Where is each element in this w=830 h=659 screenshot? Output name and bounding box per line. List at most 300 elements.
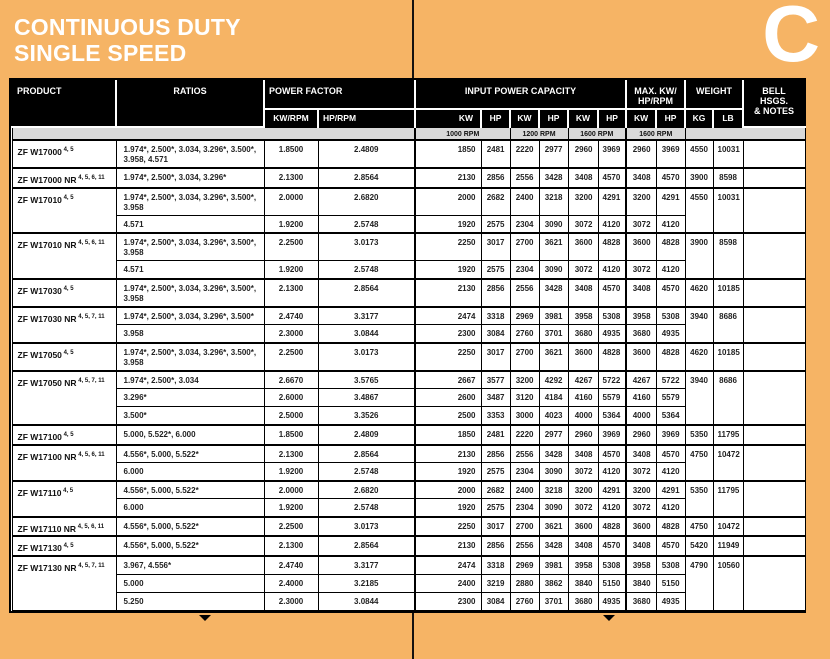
- capacity-value-cell: 2977: [539, 425, 568, 445]
- col-header-kg: KG: [685, 109, 713, 127]
- table-row: [12, 425, 805, 445]
- capacity-value-cell: 3981: [539, 556, 568, 574]
- rpm-band-1600-max: 1600 RPM: [626, 127, 685, 140]
- capacity-value-cell: 3969: [598, 140, 626, 168]
- weight-kg-cell: 5350: [685, 481, 713, 517]
- capacity-value-cell: 3958: [568, 307, 598, 325]
- capacity-value-cell: 5722: [598, 371, 626, 389]
- bell-housing-notes-cell: [743, 425, 805, 445]
- col-header-power-factor: POWER FACTOR: [264, 81, 415, 109]
- bell-housing-notes-cell: [743, 343, 805, 371]
- capacity-value-cell: 3680: [626, 592, 656, 610]
- capacity-value-cell: 5308: [656, 556, 685, 574]
- rpm-band-1200: 1200 RPM: [510, 127, 568, 140]
- product-notes-superscript: 4, 5, 7, 11: [76, 377, 105, 384]
- capacity-value-cell: 2682: [481, 188, 510, 216]
- col-header-hp-1600: HP: [598, 109, 626, 127]
- capacity-value-cell: 5308: [598, 556, 626, 574]
- capacity-value-cell: 2500: [415, 407, 481, 425]
- capacity-value-cell: 4160: [626, 389, 656, 407]
- product-notes-superscript: 4, 5, 6, 11: [76, 451, 105, 458]
- capacity-value-cell: 3072: [568, 215, 598, 233]
- weight-lb-cell: 10031: [713, 188, 743, 234]
- capacity-value-cell: 3084: [481, 325, 510, 343]
- spec-table-area: [9, 78, 806, 623]
- ratios-cell: 4.556*, 5.000, 5.522*: [116, 481, 264, 499]
- capacity-value-cell: 3680: [568, 592, 598, 610]
- weight-kg-cell: 4550: [685, 188, 713, 234]
- weight-lb-cell: 8598: [713, 233, 743, 279]
- capacity-value-cell: 2250: [415, 517, 481, 537]
- capacity-value-cell: 5308: [598, 307, 626, 325]
- product-name: ZF W17010 NR $^{4, 5, 6, 11}$: [12, 233, 116, 279]
- capacity-value-cell: 5364: [656, 407, 685, 425]
- bell-housing-notes-cell: [743, 517, 805, 537]
- capacity-value-cell: 3428: [539, 168, 568, 188]
- kw-per-rpm-cell: 2.4740: [264, 307, 318, 325]
- hp-per-rpm-cell: 2.8564: [318, 536, 415, 556]
- capacity-value-cell: 4120: [656, 463, 685, 481]
- rpm-band-spacer-right: [685, 127, 805, 140]
- hp-per-rpm-cell: 2.6820: [318, 188, 415, 216]
- capacity-value-cell: 2960: [626, 140, 656, 168]
- capacity-value-cell: 2300: [415, 325, 481, 343]
- capacity-value-cell: 3428: [539, 445, 568, 463]
- capacity-value-cell: 2400: [510, 481, 539, 499]
- kw-per-rpm-cell: 1.8500: [264, 140, 318, 168]
- capacity-value-cell: 4120: [656, 215, 685, 233]
- bell-housing-notes-cell: [743, 279, 805, 307]
- capacity-value-cell: 3958: [568, 556, 598, 574]
- capacity-value-cell: 4120: [598, 215, 626, 233]
- weight-kg-cell: 4790: [685, 556, 713, 610]
- weight-lb-cell: 10031: [713, 140, 743, 168]
- ratios-cell: 1.974*, 2.500*, 3.034, 3.296*, 3.500*, 3.958, 4.571: [116, 140, 264, 168]
- hp-per-rpm-cell: 3.0844: [318, 592, 415, 610]
- capacity-value-cell: 3862: [539, 574, 568, 592]
- col-header-ratios: RATIOS: [116, 81, 264, 127]
- capacity-value-cell: 2667: [415, 371, 481, 389]
- capacity-value-cell: 2856: [481, 279, 510, 307]
- bell-housing-notes-cell: [743, 233, 805, 279]
- capacity-value-cell: 3200: [626, 481, 656, 499]
- col-header-weight: WEIGHT: [685, 81, 743, 109]
- ratios-cell: 6.000: [116, 463, 264, 481]
- capacity-value-cell: 3577: [481, 371, 510, 389]
- product-notes-superscript: 4, 5, 7, 11: [76, 563, 105, 570]
- ratios-cell: 4.556*, 5.000, 5.522*: [116, 517, 264, 537]
- capacity-value-cell: 3487: [481, 389, 510, 407]
- capacity-value-cell: 4570: [598, 168, 626, 188]
- capacity-value-cell: 3969: [656, 140, 685, 168]
- capacity-value-cell: 5364: [598, 407, 626, 425]
- capacity-value-cell: 2682: [481, 481, 510, 499]
- capacity-value-cell: 2000: [415, 188, 481, 216]
- capacity-value-cell: 2760: [510, 592, 539, 610]
- capacity-value-cell: 3090: [539, 215, 568, 233]
- kw-per-rpm-cell: 2.5000: [264, 407, 318, 425]
- ratios-cell: 5.250: [116, 592, 264, 610]
- capacity-value-cell: 3600: [568, 233, 598, 261]
- hp-per-rpm-cell: 2.6820: [318, 481, 415, 499]
- capacity-value-cell: 3408: [626, 279, 656, 307]
- capacity-value-cell: 4023: [539, 407, 568, 425]
- product-name: ZF W17030 NR $^{4, 5, 7, 11}$: [12, 307, 116, 343]
- capacity-value-cell: 4120: [598, 499, 626, 517]
- capacity-value-cell: 2250: [415, 343, 481, 371]
- hp-per-rpm-cell: 3.0844: [318, 325, 415, 343]
- capacity-value-cell: 5722: [656, 371, 685, 389]
- ratios-cell: 5.000, 5.522*, 6.000: [116, 425, 264, 445]
- ratios-cell: 1.974*, 2.500*, 3.034, 3.296*, 3.500*, 3.958: [116, 279, 264, 307]
- ratios-cell: 3.958: [116, 325, 264, 343]
- product-notes-superscript: 4, 5: [61, 285, 74, 292]
- rpm-band-1000: 1000 RPM: [415, 127, 510, 140]
- ratios-cell: 4.571: [116, 261, 264, 279]
- capacity-value-cell: 2700: [510, 517, 539, 537]
- capacity-value-cell: 3408: [568, 445, 598, 463]
- capacity-value-cell: 3017: [481, 517, 510, 537]
- capacity-value-cell: 4828: [598, 233, 626, 261]
- weight-lb-cell: 8598: [713, 168, 743, 188]
- capacity-value-cell: 3621: [539, 343, 568, 371]
- kw-per-rpm-cell: 1.9200: [264, 463, 318, 481]
- capacity-value-cell: 2960: [568, 140, 598, 168]
- weight-lb-cell: 10472: [713, 517, 743, 537]
- col-header-kw-rpm: KW/RPM: [264, 109, 318, 127]
- capacity-value-cell: 3969: [598, 425, 626, 445]
- weight-kg-cell: 3900: [685, 168, 713, 188]
- kw-per-rpm-cell: 2.1300: [264, 279, 318, 307]
- product-name: ZF W17110 NR $^{4, 5, 6, 11}$: [12, 517, 116, 537]
- capacity-value-cell: 2575: [481, 215, 510, 233]
- capacity-value-cell: 2130: [415, 168, 481, 188]
- table-continuation-markers: [9, 613, 806, 623]
- capacity-value-cell: 3408: [626, 168, 656, 188]
- capacity-value-cell: 5579: [598, 389, 626, 407]
- capacity-value-cell: 4828: [598, 517, 626, 537]
- capacity-value-cell: 3084: [481, 592, 510, 610]
- weight-kg-cell: 3900: [685, 233, 713, 279]
- hp-per-rpm-cell: 3.0173: [318, 517, 415, 537]
- capacity-value-cell: 2556: [510, 168, 539, 188]
- kw-per-rpm-cell: 2.2500: [264, 517, 318, 537]
- col-header-hp-rpm: HP/RPM: [318, 109, 415, 127]
- col-header-hp-max: HP: [656, 109, 685, 127]
- bell-housing-notes-cell: [743, 556, 805, 610]
- capacity-value-cell: 1850: [415, 140, 481, 168]
- capacity-value-cell: 3969: [656, 425, 685, 445]
- capacity-value-cell: 3600: [626, 517, 656, 537]
- capacity-value-cell: 3600: [626, 233, 656, 261]
- weight-kg-cell: 3940: [685, 371, 713, 425]
- capacity-value-cell: 3200: [510, 371, 539, 389]
- capacity-value-cell: 2474: [415, 556, 481, 574]
- capacity-value-cell: 4935: [598, 325, 626, 343]
- product-notes-superscript: 4, 5: [61, 543, 74, 550]
- spec-table: [11, 80, 806, 611]
- hp-per-rpm-cell: 3.3526: [318, 407, 415, 425]
- product-notes-superscript: 4, 5: [61, 431, 74, 438]
- spec-table-wrapper: [9, 78, 806, 613]
- capacity-value-cell: 3200: [626, 188, 656, 216]
- table-row: [12, 556, 805, 574]
- kw-per-rpm-cell: 1.9200: [264, 215, 318, 233]
- capacity-value-cell: 5150: [598, 574, 626, 592]
- capacity-value-cell: 2481: [481, 140, 510, 168]
- hp-per-rpm-cell: 2.4809: [318, 425, 415, 445]
- capacity-value-cell: 3017: [481, 343, 510, 371]
- weight-kg-cell: 4750: [685, 517, 713, 537]
- ratios-cell: 6.000: [116, 499, 264, 517]
- kw-per-rpm-cell: 2.1300: [264, 168, 318, 188]
- capacity-value-cell: 2474: [415, 307, 481, 325]
- capacity-value-cell: 2960: [568, 425, 598, 445]
- col-header-max-kw-hp-rpm: MAX. KW/ HP/RPM: [626, 81, 685, 109]
- ratios-cell: 1.974*, 2.500*, 3.034, 3.296*, 3.500*, 3.958: [116, 188, 264, 216]
- capacity-value-cell: 4935: [656, 592, 685, 610]
- hp-per-rpm-cell: 2.5748: [318, 215, 415, 233]
- table-row: [12, 536, 805, 556]
- product-notes-superscript: 4, 5: [61, 349, 74, 356]
- hp-per-rpm-cell: 2.8564: [318, 168, 415, 188]
- table-row: [12, 307, 805, 325]
- product-notes-superscript: 4, 5, 6, 11: [76, 175, 105, 181]
- rpm-band-spacer-left: [12, 127, 415, 140]
- capacity-value-cell: 3072: [568, 499, 598, 517]
- product-name: ZF W17100 $^{4, 5}$: [12, 425, 116, 445]
- capacity-value-cell: 2130: [415, 445, 481, 463]
- kw-per-rpm-cell: 2.1300: [264, 536, 318, 556]
- bell-housing-notes-cell: [743, 481, 805, 517]
- page-title: [14, 14, 241, 66]
- kw-per-rpm-cell: 2.0000: [264, 188, 318, 216]
- table-row: [12, 445, 805, 463]
- col-header-kw-max: KW: [626, 109, 656, 127]
- col-header-kw-1000: KW: [415, 109, 481, 127]
- capacity-value-cell: 4570: [656, 279, 685, 307]
- spec-table-body: [12, 140, 805, 610]
- capacity-value-cell: 4935: [656, 325, 685, 343]
- ratios-cell: 4.556*, 5.000, 5.522*: [116, 536, 264, 556]
- capacity-value-cell: 3219: [481, 574, 510, 592]
- capacity-value-cell: 4184: [539, 389, 568, 407]
- weight-kg-cell: 4750: [685, 445, 713, 481]
- capacity-value-cell: 3408: [568, 536, 598, 556]
- col-header-input-power-capacity: INPUT POWER CAPACITY: [415, 81, 626, 109]
- table-row: [12, 188, 805, 216]
- hp-per-rpm-cell: 3.2185: [318, 574, 415, 592]
- capacity-value-cell: 4160: [568, 389, 598, 407]
- capacity-value-cell: 3318: [481, 556, 510, 574]
- ratios-cell: 1.974*, 2.500*, 3.034, 3.296*, 3.500*, 3.958: [116, 233, 264, 261]
- capacity-value-cell: 4291: [656, 481, 685, 499]
- kw-per-rpm-cell: 2.4000: [264, 574, 318, 592]
- capacity-value-cell: 3017: [481, 233, 510, 261]
- product-name: ZF W17110 $^{4, 5}$: [12, 481, 116, 517]
- hp-per-rpm-cell: 2.8564: [318, 445, 415, 463]
- capacity-value-cell: 3353: [481, 407, 510, 425]
- capacity-value-cell: 2600: [415, 389, 481, 407]
- col-header-bell-hsgs-notes: BELL HSGS. & NOTES: [743, 81, 805, 127]
- capacity-value-cell: 2220: [510, 425, 539, 445]
- hp-per-rpm-cell: 2.5748: [318, 499, 415, 517]
- capacity-value-cell: 2556: [510, 445, 539, 463]
- capacity-value-cell: 4120: [656, 261, 685, 279]
- product-name: ZF W17000 $^{4, 5}$: [12, 140, 116, 168]
- capacity-value-cell: 4291: [598, 481, 626, 499]
- kw-per-rpm-cell: 2.0000: [264, 481, 318, 499]
- capacity-value-cell: 4291: [656, 188, 685, 216]
- ratios-cell: 3.500*: [116, 407, 264, 425]
- capacity-value-cell: 2700: [510, 343, 539, 371]
- hp-per-rpm-cell: 2.4809: [318, 140, 415, 168]
- hp-per-rpm-cell: 3.3177: [318, 556, 415, 574]
- capacity-value-cell: 2304: [510, 215, 539, 233]
- capacity-value-cell: 3408: [626, 536, 656, 556]
- capacity-value-cell: 3680: [626, 325, 656, 343]
- capacity-value-cell: 4267: [568, 371, 598, 389]
- ratios-cell: 4.571: [116, 215, 264, 233]
- product-notes-superscript: 4, 5, 6, 11: [76, 240, 105, 247]
- capacity-value-cell: 3600: [568, 517, 598, 537]
- weight-kg-cell: 4620: [685, 279, 713, 307]
- capacity-value-cell: 4000: [568, 407, 598, 425]
- kw-per-rpm-cell: 1.9200: [264, 261, 318, 279]
- kw-per-rpm-cell: 2.6000: [264, 389, 318, 407]
- capacity-value-cell: 2856: [481, 536, 510, 556]
- weight-lb-cell: 10185: [713, 279, 743, 307]
- capacity-value-cell: 2977: [539, 140, 568, 168]
- capacity-value-cell: 4120: [656, 499, 685, 517]
- capacity-value-cell: 4570: [656, 445, 685, 463]
- table-row: [12, 279, 805, 307]
- weight-kg-cell: 5350: [685, 425, 713, 445]
- capacity-value-cell: 3600: [626, 343, 656, 371]
- capacity-value-cell: 2400: [415, 574, 481, 592]
- capacity-value-cell: 2220: [510, 140, 539, 168]
- product-name: ZF W17050 NR $^{4, 5, 7, 11}$: [12, 371, 116, 425]
- capacity-value-cell: 2760: [510, 325, 539, 343]
- capacity-value-cell: 1920: [415, 463, 481, 481]
- weight-kg-cell: 4620: [685, 343, 713, 371]
- capacity-value-cell: 1920: [415, 215, 481, 233]
- product-name: ZF W17130 $^{4, 5}$: [12, 536, 116, 556]
- capacity-value-cell: 3072: [626, 261, 656, 279]
- ratios-cell: 1.974*, 2.500*, 3.034, 3.296*, 3.500*: [116, 307, 264, 325]
- weight-kg-cell: 5420: [685, 536, 713, 556]
- hp-per-rpm-cell: 2.5748: [318, 261, 415, 279]
- capacity-value-cell: 2969: [510, 307, 539, 325]
- product-name: ZF W17010 $^{4, 5}$: [12, 188, 116, 234]
- hp-per-rpm-cell: 2.5748: [318, 463, 415, 481]
- table-row: [12, 371, 805, 389]
- col-header-kw-1600: KW: [568, 109, 598, 127]
- capacity-value-cell: 3072: [626, 499, 656, 517]
- capacity-value-cell: 3408: [568, 279, 598, 307]
- col-header-lb: LB: [713, 109, 743, 127]
- capacity-value-cell: 3621: [539, 233, 568, 261]
- capacity-value-cell: 4267: [626, 371, 656, 389]
- capacity-value-cell: 3408: [568, 168, 598, 188]
- capacity-value-cell: 1850: [415, 425, 481, 445]
- bell-housing-notes-cell: [743, 307, 805, 343]
- ratios-cell: 4.556*, 5.000, 5.522*: [116, 445, 264, 463]
- capacity-value-cell: 3701: [539, 325, 568, 343]
- kw-per-rpm-cell: 2.4740: [264, 556, 318, 574]
- capacity-value-cell: 3072: [568, 261, 598, 279]
- table-row: [12, 517, 805, 537]
- product-name: ZF W17030 $^{4, 5}$: [12, 279, 116, 307]
- page-title-line1: CONTINUOUS DUTY: [14, 14, 241, 40]
- capacity-value-cell: 2300: [415, 592, 481, 610]
- capacity-value-cell: 2969: [510, 556, 539, 574]
- capacity-value-cell: 4570: [656, 536, 685, 556]
- table-row: [12, 140, 805, 168]
- capacity-value-cell: 2400: [510, 188, 539, 216]
- hp-per-rpm-cell: 2.8564: [318, 279, 415, 307]
- page-title-line2: SINGLE SPEED: [14, 40, 187, 66]
- capacity-value-cell: 3072: [626, 463, 656, 481]
- capacity-value-cell: 2130: [415, 279, 481, 307]
- capacity-value-cell: 1920: [415, 499, 481, 517]
- weight-lb-cell: 11795: [713, 481, 743, 517]
- bell-housing-notes-cell: [743, 445, 805, 481]
- capacity-value-cell: 4000: [626, 407, 656, 425]
- capacity-value-cell: 3218: [539, 481, 568, 499]
- capacity-value-cell: 4570: [598, 445, 626, 463]
- capacity-value-cell: 3072: [568, 463, 598, 481]
- hp-per-rpm-cell: 3.0173: [318, 343, 415, 371]
- bell-housing-notes-cell: [743, 188, 805, 234]
- capacity-value-cell: 2250: [415, 233, 481, 261]
- product-notes-superscript: 4, 5: [61, 194, 74, 201]
- capacity-value-cell: 3072: [626, 215, 656, 233]
- bell-housing-notes-cell: [743, 536, 805, 556]
- kw-per-rpm-cell: 2.2500: [264, 233, 318, 261]
- section-letter: C: [762, 0, 820, 78]
- capacity-value-cell: 3090: [539, 463, 568, 481]
- product-notes-superscript: 4, 5, 6, 11: [76, 523, 105, 530]
- product-notes-superscript: 4, 5: [61, 147, 74, 153]
- ratios-cell: 5.000: [116, 574, 264, 592]
- capacity-value-cell: 3200: [568, 188, 598, 216]
- hp-per-rpm-cell: 3.5765: [318, 371, 415, 389]
- col-header-hp-1200: HP: [539, 109, 568, 127]
- capacity-value-cell: 2856: [481, 445, 510, 463]
- capacity-value-cell: 3200: [568, 481, 598, 499]
- capacity-value-cell: 2304: [510, 463, 539, 481]
- capacity-value-cell: 4828: [656, 343, 685, 371]
- weight-kg-cell: 3940: [685, 307, 713, 343]
- kw-per-rpm-cell: 2.6670: [264, 371, 318, 389]
- capacity-value-cell: 3318: [481, 307, 510, 325]
- capacity-value-cell: 2304: [510, 499, 539, 517]
- kw-per-rpm-cell: 1.8500: [264, 425, 318, 445]
- weight-lb-cell: 10560: [713, 556, 743, 610]
- capacity-value-cell: 1920: [415, 261, 481, 279]
- capacity-value-cell: 4120: [598, 463, 626, 481]
- capacity-value-cell: 3600: [568, 343, 598, 371]
- product-name: ZF W17130 NR $^{4, 5, 7, 11}$: [12, 556, 116, 610]
- capacity-value-cell: 4292: [539, 371, 568, 389]
- capacity-value-cell: 3958: [626, 556, 656, 574]
- capacity-value-cell: 4828: [656, 517, 685, 537]
- ratios-cell: 1.974*, 2.500*, 3.034, 3.296*: [116, 168, 264, 188]
- capacity-value-cell: 2556: [510, 536, 539, 556]
- weight-lb-cell: 11795: [713, 425, 743, 445]
- weight-lb-cell: 8686: [713, 307, 743, 343]
